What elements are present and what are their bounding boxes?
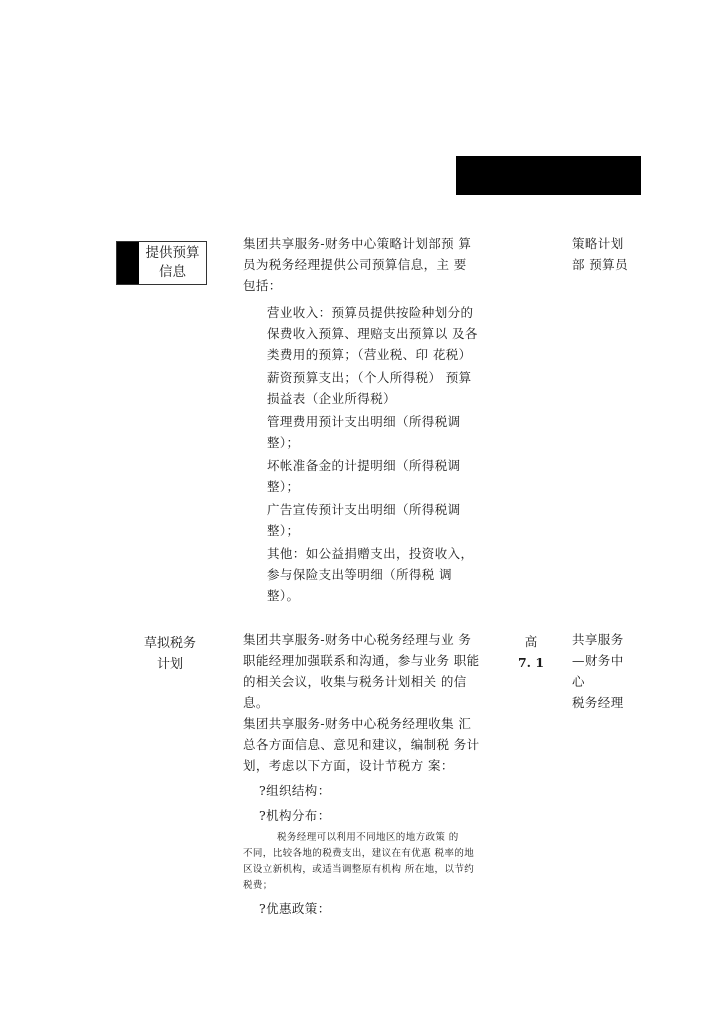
priority-number: 7. 1 xyxy=(517,655,545,670)
list-item: 管理费用预计支出明细（所得税调整）； xyxy=(267,414,461,450)
bullet-org-structure: ?组织结构： xyxy=(259,783,331,798)
priority-cell xyxy=(516,631,546,673)
note-paragraph xyxy=(243,830,481,894)
priority-level: 高 xyxy=(524,634,538,649)
step1-items xyxy=(243,302,479,606)
step1-owner: 策略计划部 预算员 xyxy=(572,236,628,272)
step-marker xyxy=(117,242,139,284)
note-rest: 不同，比较各地的税费支出，建议在有优惠 税率的地区设立新机构，或适当调整原有机构 所在地，以节约税费； xyxy=(243,848,475,891)
step-label: 提供预算 信息 xyxy=(145,245,200,280)
note-first-line: 税务经理可以利用不同地区的地方政策 的 xyxy=(277,832,459,843)
header-black-bar xyxy=(456,156,641,195)
step1-description-block xyxy=(243,233,479,606)
bullet-branch-distribution: ?机构分布： xyxy=(259,808,331,823)
step2-description-block xyxy=(243,629,481,919)
step2-description-2: 集团共享服务-财务中心税务经理收集 汇总各方面信息、意见和建议，编制税 务计划，考虑以下方面，设计节税方 案： xyxy=(243,716,480,773)
bullet-preferential-policy: ?优惠政策： xyxy=(259,901,331,916)
list-item: 其他：如公益捐赠支出，投资收入，参与保险支出等明细（所得税 调整）。 xyxy=(267,546,474,603)
step2-owner: 共享服务 —财务中 心 税务经理 xyxy=(572,632,624,710)
list-item: 薪资预算支出；（个人所得税） 预算损益表（企业所得税） xyxy=(267,370,472,406)
step-provide-budget-box xyxy=(116,241,207,285)
list-item: 坏帐准备金的计提明细（所得税调整）； xyxy=(267,458,461,494)
list-item: 广告宣传预计支出明细（所得税调整）； xyxy=(267,502,461,538)
step1-description: 集团共享服务-财务中心策略计划部预 算员为税务经理提供公司预算信息，主 要包括： xyxy=(243,236,472,293)
list-item: 营业收入：预算员提供按险种划分的保费收入预算、理赔支出预算以 及各类费用的预算；（营业税、印 花税） xyxy=(267,305,478,362)
step2-description-1: 集团共享服务-财务中心税务经理与业 务职能经理加强联系和沟通，参与业务 职能的相关会议，收集与税务计划相关 的信息。 xyxy=(243,632,480,710)
step-draft-tax-plan-label: 草拟税务 计划 xyxy=(143,636,196,672)
